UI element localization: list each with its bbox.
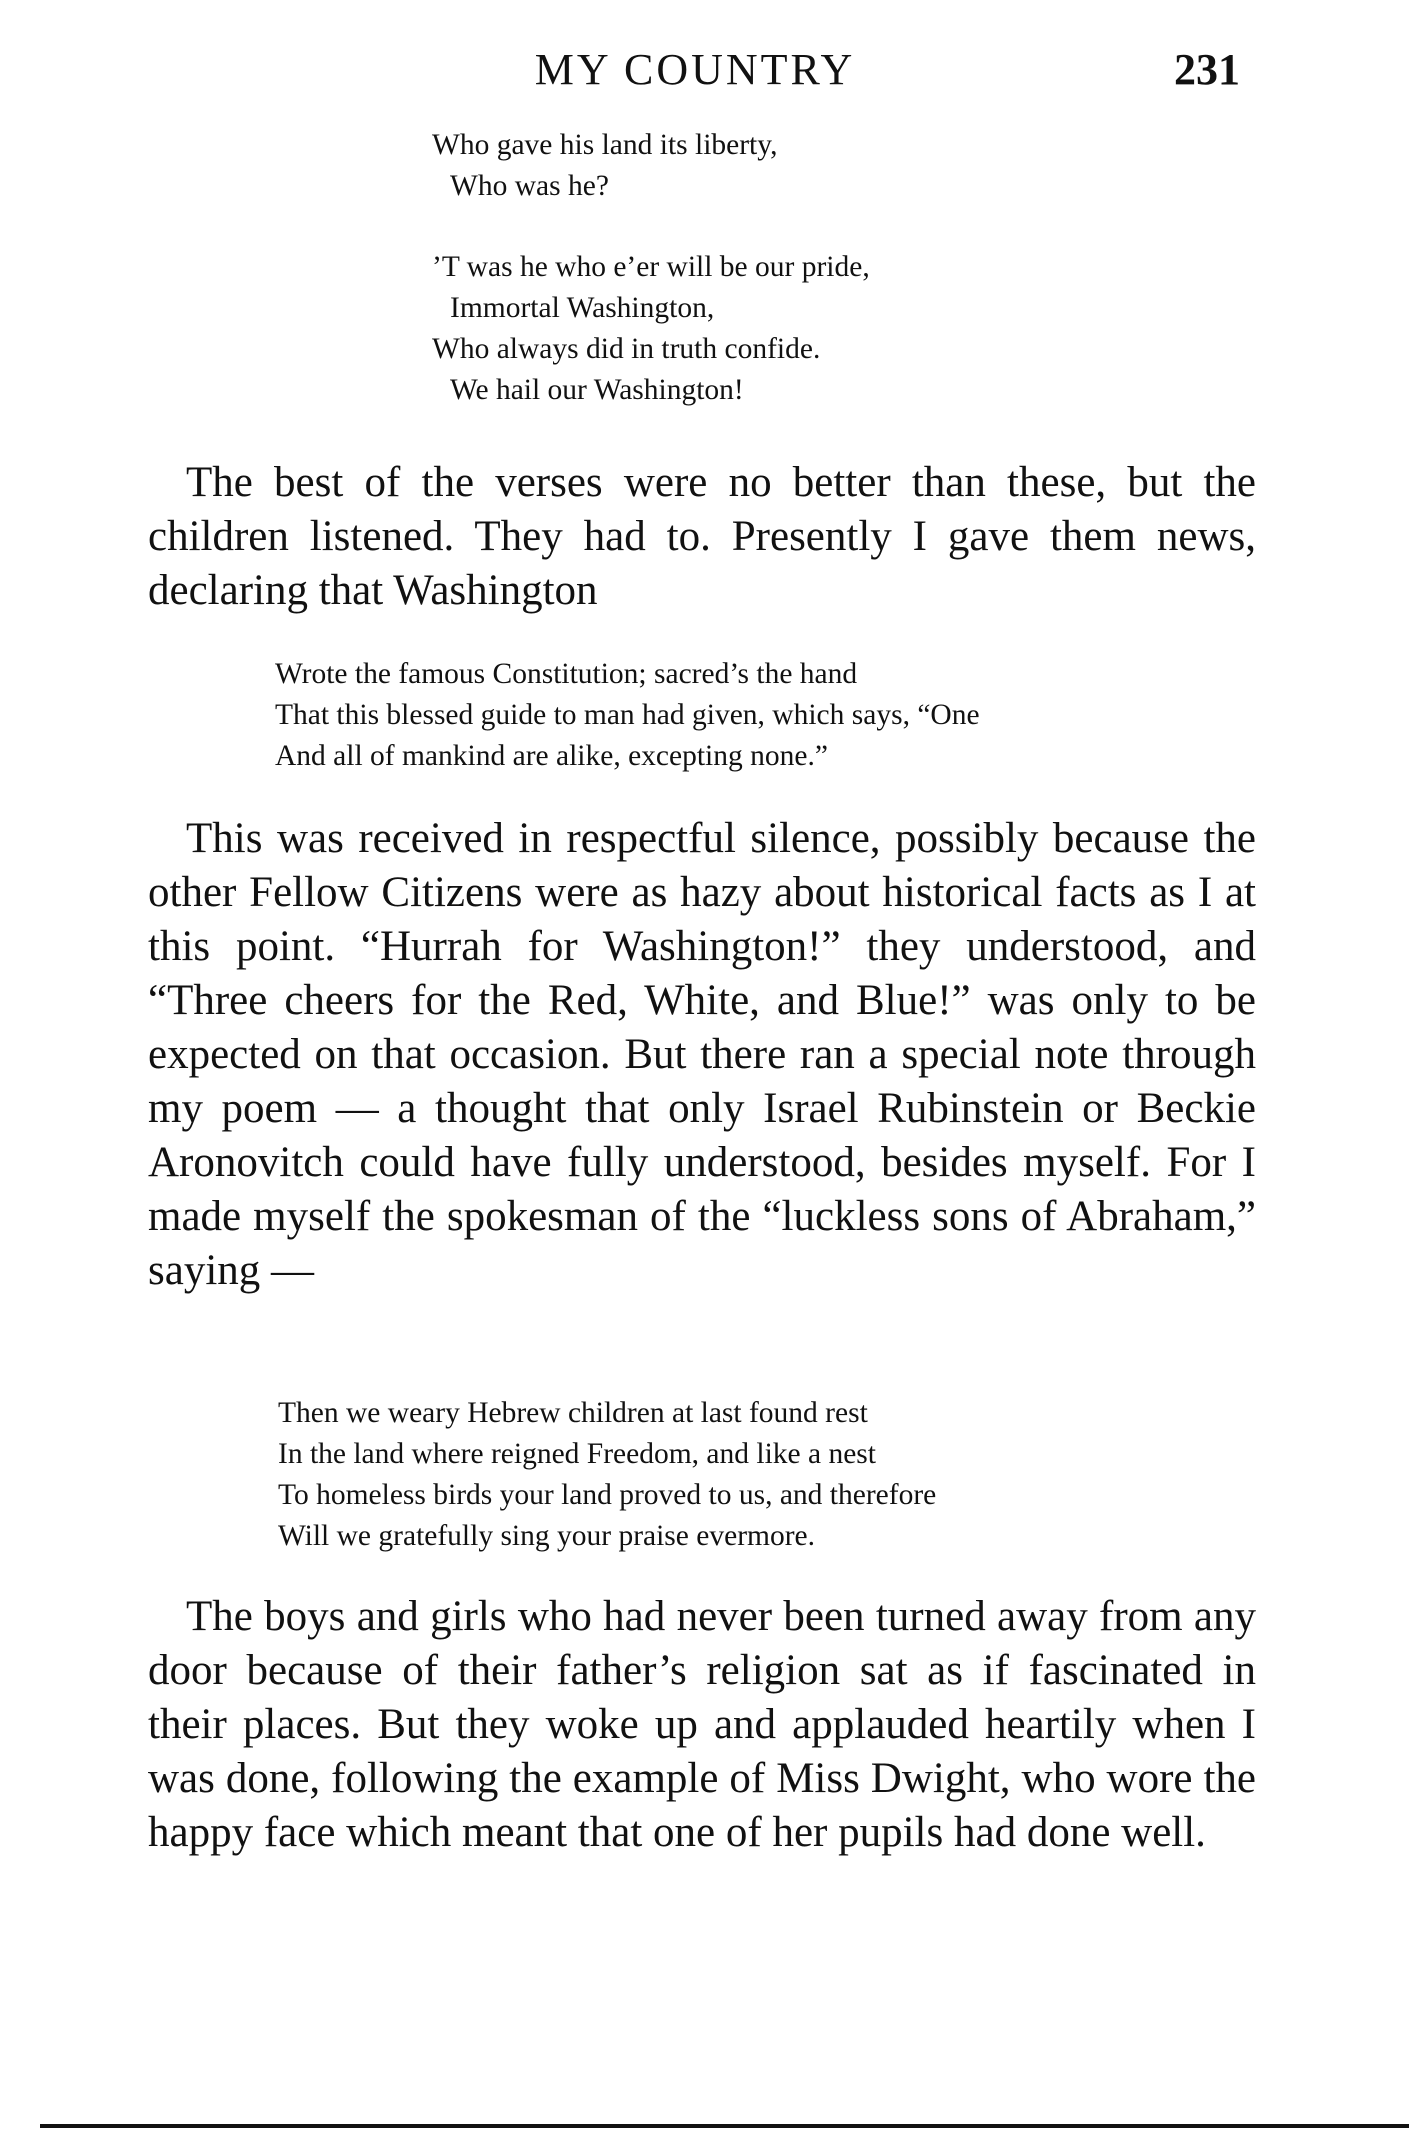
verse-line: We hail our Washington! (450, 374, 744, 406)
verse-line: Wrote the famous Constitution; sacred’s the hand (275, 658, 858, 690)
verse-line: Who always did in truth confide. (432, 333, 821, 365)
verse-line: Will we gratefully sing your praise evermore. (278, 1520, 816, 1552)
verse-washington-praise (432, 125, 870, 411)
verse-line: In the land where reigned Freedom, and like a nest (278, 1438, 876, 1470)
verse-line: To homeless birds your land proved to us, and therefore (278, 1479, 937, 1511)
verse-line: ’T was he who e’er will be our pride, (432, 251, 870, 283)
verse-line: Who was he? (450, 170, 609, 202)
bottom-rule (40, 2124, 1409, 2128)
paragraph-3 (148, 1590, 1256, 1860)
verse-line: Then we weary Hebrew children at last found rest (278, 1397, 868, 1429)
paragraph-2 (148, 812, 1256, 1298)
verse-line: That this blessed guide to man had given, which says, “One (275, 699, 980, 731)
running-title: MY COUNTRY (534, 45, 856, 94)
running-head (150, 40, 1240, 100)
verse-line: And all of mankind are alike, excepting none.” (275, 740, 828, 772)
paragraph-1 (148, 456, 1256, 618)
verse-line: Immortal Washington, (450, 292, 715, 324)
paragraph-text: This was received in respectful silence, possibly because the other Fellow Citizens were as hazy about historical facts as I at this point. “Hurrah for Washington!” they understood, and “Three cheers for the Red, White, and Blue!” was only to be expected on that occasion. But there ran a special note through my poem — a thought that only Israel Rubinstein or Beckie Aronovitch could have fully understood, besides myself. For I made myself the spokesman of the “luckless sons of Abraham,” saying — (148, 815, 1256, 1294)
verse-constitution (275, 654, 980, 777)
paragraph-text: The boys and girls who had never been turned away from any door because of their father’s religion sat as if fascinated in their places. But they woke up and applauded heartily when I was done, following the example of Miss Dwight, who wore the happy face which meant that one of her pupils had done well. (148, 1593, 1256, 1856)
page-number: 231 (1174, 45, 1240, 94)
verse-line: Who gave his land its liberty, (432, 129, 778, 161)
paragraph-text: The best of the verses were no better than these, but the children listened. They had to. Presently I gave them news, declaring that Washington (148, 459, 1256, 614)
stanza-gap (432, 207, 870, 247)
verse-hebrew-children (278, 1393, 936, 1557)
